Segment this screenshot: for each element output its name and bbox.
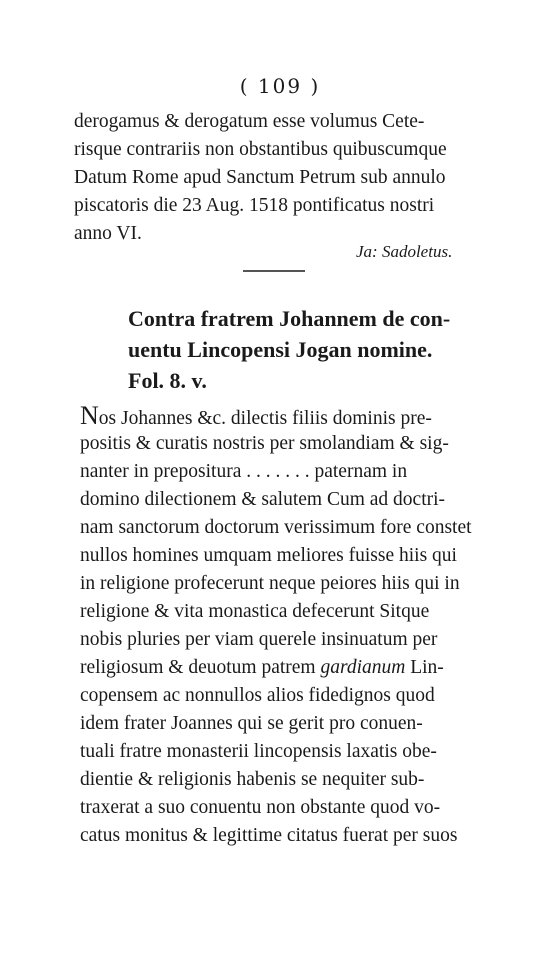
text-line: anno VI. xyxy=(74,223,142,244)
signature: Ja: Sadoletus. xyxy=(356,242,453,261)
text-line: risque contrariis non obstantibus quibuscumque xyxy=(74,139,447,160)
body-text: religiosum & deuotum patrem xyxy=(80,657,321,678)
text-line: derogamus & derogatum esse volumus Cete- xyxy=(74,111,425,132)
section-divider xyxy=(243,270,305,272)
body-first-line xyxy=(80,401,432,431)
body-line: domino dilectionem & salutem Cum ad doctri- xyxy=(80,489,446,510)
body-line: religione & vita monastica defecerunt Sitque xyxy=(80,601,430,622)
section-heading-line: uentu Lincopensi Jogan nomine. xyxy=(128,337,433,362)
section-heading-line: Fol. 8. v. xyxy=(128,368,207,393)
drop-cap: N xyxy=(80,401,99,430)
body-line: idem frater Joannes qui se gerit pro conuen- xyxy=(80,713,423,734)
body-line: nam sanctorum doctorum verissimum fore constet xyxy=(80,517,472,538)
text-line: Datum Rome apud Sanctum Petrum sub annulo xyxy=(74,167,446,188)
body-line: traxerat a suo conuentu non obstante quod vo- xyxy=(80,797,441,818)
body-text: os Johannes &c. dilectis filiis dominis pre- xyxy=(98,408,432,429)
body-line: in religione profecerunt neque peiores hiis qui in xyxy=(80,573,460,594)
body-line: copensem ac nonnullos alios fidedignos quod xyxy=(80,685,435,706)
text-line: piscatoris die 23 Aug. 1518 pontificatus nostri xyxy=(74,195,435,216)
body-line: nanter in prepositura . . . . . . . paternam in xyxy=(80,461,408,482)
body-line: positis & curatis nostris per smolandiam & sig- xyxy=(80,433,449,454)
italic-word: gardianum xyxy=(320,657,406,678)
page-number: ( 109 ) xyxy=(239,74,321,98)
body-line: nobis pluries per viam querele insinuatum per xyxy=(80,629,438,650)
body-line: dientie & religionis habenis se nequiter sub- xyxy=(80,769,425,790)
body-line: nullos homines umquam meliores fuisse hiis qui xyxy=(80,545,457,566)
body-text: Lin- xyxy=(405,657,444,678)
body-line: tuali fratre monasterii lincopensis laxatis obe- xyxy=(80,741,437,762)
section-heading-line: Contra fratrem Johannem de con- xyxy=(128,306,451,331)
body-line: catus monitus & legittime citatus fuerat per suos xyxy=(80,825,458,846)
body-line xyxy=(80,656,444,680)
